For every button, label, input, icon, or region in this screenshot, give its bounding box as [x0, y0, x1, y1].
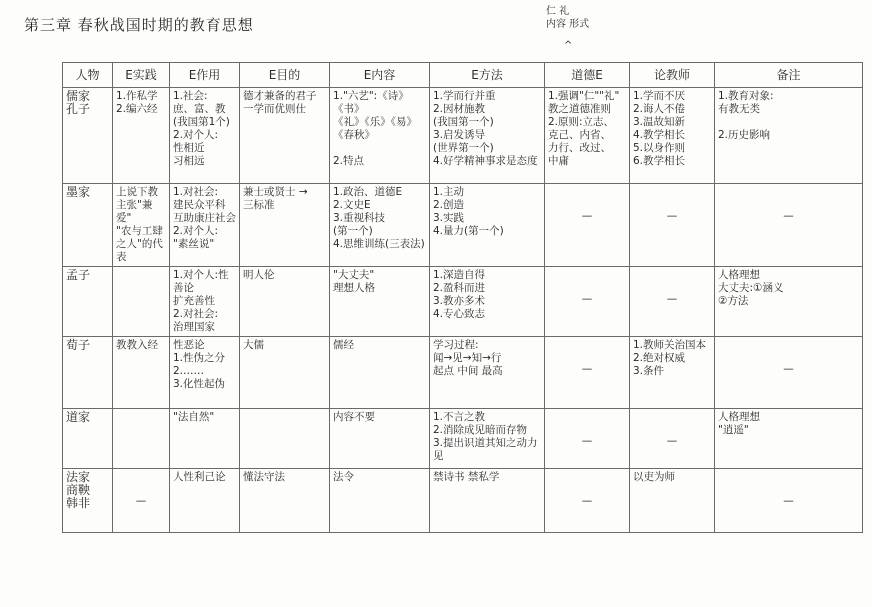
table-cell [240, 469, 330, 533]
table-cell [330, 267, 430, 337]
table-cell [113, 88, 170, 184]
cell-text: 道家 [66, 410, 91, 424]
row-header-cell [63, 184, 113, 267]
dash-mark: — [666, 293, 678, 305]
row-header-cell [63, 337, 113, 409]
table-cell [430, 184, 545, 267]
cell-text: 法家 商鞅 韩非 [66, 470, 91, 510]
dash-mark: — [666, 435, 678, 447]
table-cell [330, 469, 430, 533]
table-cell [240, 184, 330, 267]
table-row [63, 88, 863, 184]
cell-text: 1.不言之教 2.消除成见暗而存物 3.提出识道其知之动力 见 [433, 411, 538, 462]
table-cell [715, 409, 863, 469]
col-header: 人物 [63, 63, 113, 88]
table-cell [113, 267, 170, 337]
cell-text: 儒家 孔子 [66, 89, 91, 116]
notes-table-container [62, 62, 862, 602]
col-header: 备注 [715, 63, 863, 88]
table-cell [430, 469, 545, 533]
table-cell [630, 184, 715, 267]
table-cell [113, 184, 170, 267]
col-header: E作用 [170, 63, 240, 88]
table-cell [430, 88, 545, 184]
table-row [63, 469, 863, 533]
cell-text: 1.深造自得 2.盈科而进 3.教亦多术 4.专心致志 [433, 269, 486, 320]
cell-text: 荀子 [66, 338, 91, 352]
table-cell [240, 337, 330, 409]
cell-text: 大儒 [243, 339, 264, 351]
corner-note-1: 仁 礼 [546, 6, 570, 17]
table-cell [715, 184, 863, 267]
table-cell [630, 469, 715, 533]
table-cell [330, 409, 430, 469]
table-cell [630, 267, 715, 337]
cell-text: 以吏为师 [633, 471, 675, 483]
table-cell [240, 88, 330, 184]
cell-text: 禁诗书 禁私学 [433, 471, 500, 483]
col-header: E方法 [430, 63, 545, 88]
cell-text: 学习过程: 闻→见→知→行 起点 中间 最高 [433, 339, 503, 377]
table-cell [330, 337, 430, 409]
col-header: 道德E [545, 63, 630, 88]
cell-text: 孟子 [66, 268, 91, 282]
cell-text: 懂法守法 [243, 471, 285, 483]
table-row [63, 267, 863, 337]
corner-mark: ^ [564, 40, 573, 51]
cell-text: 墨家 [66, 185, 91, 199]
table-cell [113, 337, 170, 409]
col-header: E内容 [330, 63, 430, 88]
table-cell [715, 337, 863, 409]
cell-text: 人格理想 大丈夫:①涵义 ②方法 [718, 269, 784, 307]
dash-mark: — [581, 210, 593, 222]
table-cell [113, 409, 170, 469]
cell-text: 1.对社会: 建民众平科 互助康庄社会 2.对个人: "素丝说" [173, 186, 236, 250]
cell-text: 1.强调"仁""礼" 教之道德准则 2.原则:立志、 克己、内省、 力行、改过、 中庸 [548, 90, 620, 167]
cell-text: 1.作私学 2.编六经 [116, 90, 158, 115]
table-cell [170, 184, 240, 267]
table-cell [545, 469, 630, 533]
corner-note-2: 内容 形式 [546, 19, 590, 30]
cell-text: 1.社会: 庶、富、教 (我国第1个) 2.对个人: 性相近 习相远 [173, 90, 230, 167]
table-cell [715, 469, 863, 533]
col-header: 论教师 [630, 63, 715, 88]
cell-text: 教教入经 [116, 339, 158, 351]
dash-mark: — [135, 495, 147, 507]
table-cell [545, 267, 630, 337]
table-cell [545, 184, 630, 267]
table-cell [630, 409, 715, 469]
cell-text: 1.教育对象: 有教无类 2.历史影响 [718, 90, 774, 141]
table-cell [330, 184, 430, 267]
table-cell [330, 88, 430, 184]
dash-mark: — [783, 363, 794, 375]
cell-text: 德才兼备的君子 一学而优则仕 [243, 90, 317, 115]
dash-mark: — [581, 435, 593, 447]
table-row [63, 337, 863, 409]
table-cell [545, 88, 630, 184]
dash-mark: — [783, 495, 794, 507]
table-cell [545, 337, 630, 409]
table-cell [430, 267, 545, 337]
table-cell [240, 267, 330, 337]
dash-mark: — [581, 363, 593, 375]
cell-text: 1.学而不厌 2.诲人不倦 3.温故知新 4.教学相长 5.以身作则 6.教学相长 [633, 90, 686, 167]
row-header-cell [63, 267, 113, 337]
dash-mark: — [581, 495, 593, 507]
row-header-cell [63, 409, 113, 469]
cell-text: 人性利己论 [173, 471, 226, 483]
table-cell [170, 267, 240, 337]
cell-text: 性恶论 1.性伪之分 2.…… 3.化性起伪 [173, 339, 226, 390]
header-row [63, 63, 863, 88]
table-cell [715, 88, 863, 184]
cell-text: 1.主动 2.创造 3.实践 4.量力(第一个) [433, 186, 504, 237]
cell-text: 1."六艺":《诗》《书》 《礼》《乐》《易》《春秋》 2.特点 [333, 90, 417, 167]
table-cell [545, 409, 630, 469]
cell-text: 1.学而行并重 2.因材施教 (我国第一个) 3.启发诱导 (世界第一个) 4.好学精神事求是态度 [433, 90, 538, 167]
table-cell [630, 337, 715, 409]
cell-text: 明人伦 [243, 269, 275, 281]
cell-text: 人格理想 "逍遥" [718, 411, 760, 436]
table-cell [170, 409, 240, 469]
cell-text: 上说下教 主张"兼爱" "农与工肆 之人"的代表 [116, 186, 163, 263]
table-cell [240, 409, 330, 469]
table-cell [430, 337, 545, 409]
cell-text: 内容不要 [333, 411, 375, 423]
dash-mark: — [666, 210, 678, 222]
row-header-cell [63, 88, 113, 184]
cell-text: "大丈夫" 理想人格 [333, 269, 375, 294]
row-header-cell [63, 469, 113, 533]
cell-text: 1.政治、道德E 2.文史E 3.重视科技 (第一个) 4.思维训练(三表法) [333, 186, 425, 250]
table-cell [113, 469, 170, 533]
table-cell [170, 88, 240, 184]
notes-table [62, 62, 863, 533]
cell-text: "法自然" [173, 411, 215, 423]
cell-text: 1.对个人:性善论 扩充善性 2.对社会: 治理国家 [173, 269, 229, 333]
table-cell [715, 267, 863, 337]
table-cell [170, 337, 240, 409]
table-cell [630, 88, 715, 184]
cell-text: 兼士或贤士 → 三标准 [243, 186, 308, 211]
table-cell [430, 409, 545, 469]
table-row [63, 409, 863, 469]
col-header: E实践 [113, 63, 170, 88]
col-header: E目的 [240, 63, 330, 88]
cell-text: 法令 [333, 471, 354, 483]
dash-mark: — [783, 210, 794, 222]
cell-text: 1.教师关治国本 2.绝对权威 3.条件 [633, 339, 707, 377]
dash-mark: — [581, 293, 593, 305]
table-cell [170, 469, 240, 533]
table-row [63, 184, 863, 267]
chapter-title: 第三章 春秋战国时期的教育思想 [24, 16, 254, 34]
cell-text: 儒经 [333, 339, 354, 351]
